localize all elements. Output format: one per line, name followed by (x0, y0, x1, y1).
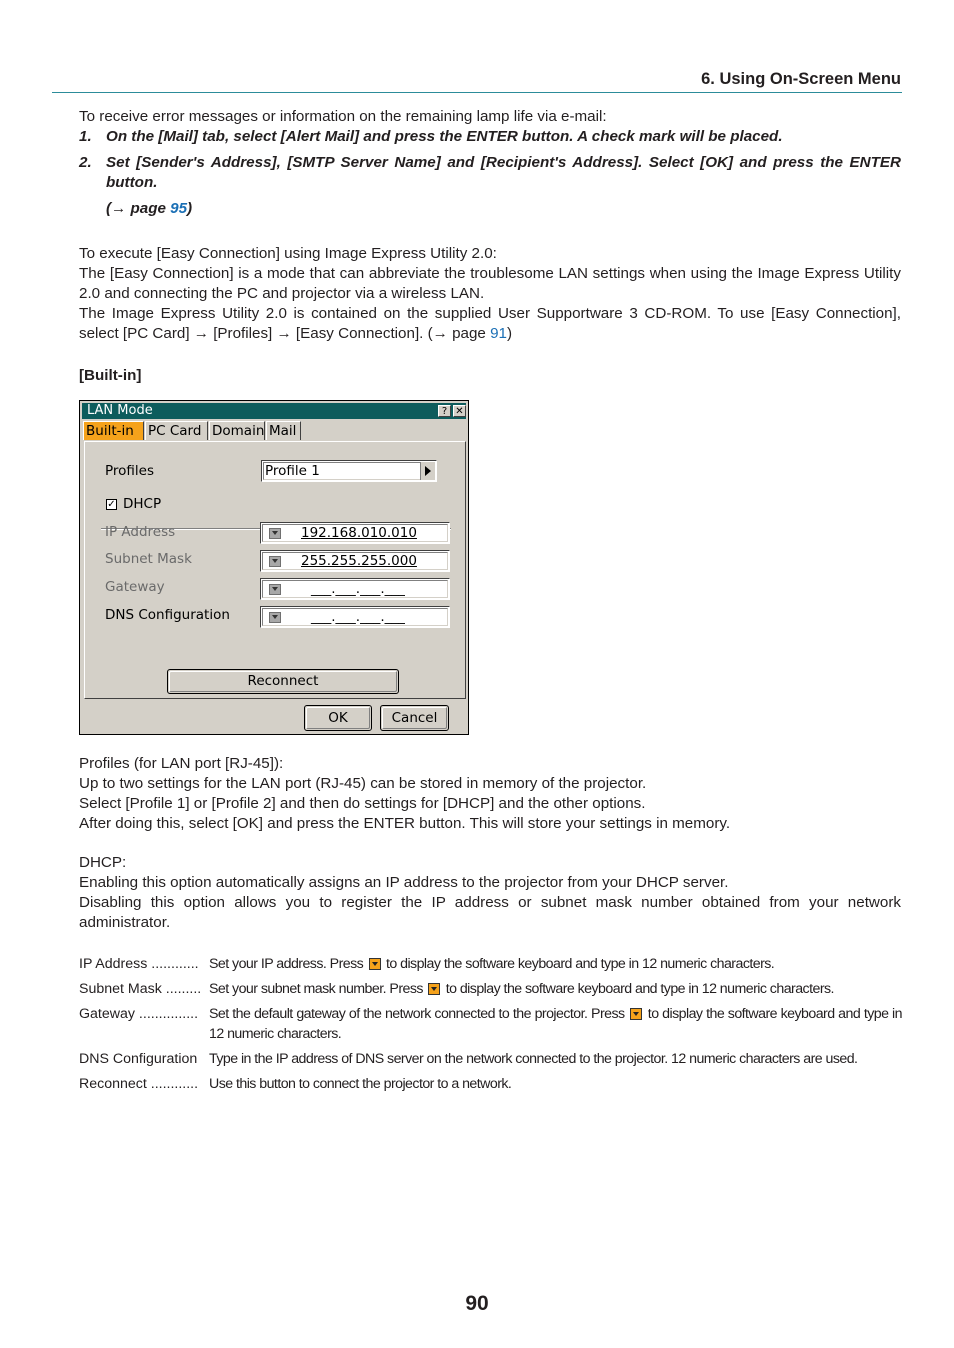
tab-built-in[interactable]: Built-in (83, 421, 144, 440)
keyboard-icon (369, 958, 381, 970)
subnet-mask-field[interactable] (260, 550, 450, 572)
subnet-mask-label: Subnet Mask (105, 551, 192, 567)
dns-configuration-field[interactable] (260, 606, 450, 628)
keyboard-icon (428, 983, 440, 995)
profiles-desc-line-3: After doing this, select [OK] and press the ENTER button. This will store your settings in memory. (79, 815, 731, 832)
dns-configuration-value: ___.___.___.___ (311, 609, 405, 625)
definition-text: Set your subnet mask number. Press (209, 981, 427, 997)
tab-mail[interactable]: Mail (266, 421, 301, 440)
builtin-heading: [Built-in] (79, 367, 142, 384)
profiles-desc-line-2: Select [Profile 1] or [Profile 2] and then do settings for [DHCP] and the other options. (79, 795, 646, 812)
ref-suffix: ) (187, 200, 193, 217)
tab-domain[interactable]: Domain (209, 421, 265, 440)
chevron-right-icon[interactable] (420, 462, 435, 480)
step-text: Set [Sender's Address], [SMTP Server Name] and [Recipient's Address]. Select [OK] and press the ENTER button. (106, 154, 901, 191)
definition-dns-configuration (79, 1049, 902, 1069)
dhcp-desc-line-2: Disabling this option allows you to register the IP address or subnet mask number obtained from your network administrator. (79, 894, 901, 931)
definition-term: Reconnect ............ (79, 1076, 199, 1092)
ref-prefix: (→ page (106, 200, 171, 217)
keyboard-icon[interactable] (269, 584, 281, 595)
gateway-field[interactable] (260, 578, 450, 600)
page-reference (79, 199, 901, 219)
definition-text: to display the software keyboard and type in 12 numeric characters. (442, 981, 834, 997)
definition-term: Gateway ............... (79, 1006, 199, 1022)
ip-address-field[interactable] (260, 522, 450, 544)
built-in-panel (84, 441, 466, 699)
keyboard-icon[interactable] (269, 612, 281, 623)
definition-text: Set the default gateway of the network connected to the projector. Press (209, 1006, 629, 1022)
dhcp-desc-line-1: Enabling this option automatically assigns an IP address to the projector from your DHCP server. (79, 874, 729, 891)
reconnect-button[interactable] (167, 669, 399, 694)
keyboard-icon[interactable] (269, 528, 281, 539)
gateway-label: Gateway (105, 579, 165, 595)
step-text: On the [Mail] tab, select [Alert Mail] and press the ENTER button. A check mark will be placed. (106, 128, 783, 145)
ok-label: OK (328, 710, 348, 726)
page-link-95[interactable]: 95 (170, 200, 188, 217)
cancel-button[interactable] (380, 705, 449, 731)
definition-text: to display the software keyboard and type in 12 numeric characters. (382, 956, 775, 972)
page-link-91[interactable]: 91 (490, 325, 507, 342)
keyboard-icon[interactable] (269, 556, 281, 567)
definition-gateway (79, 1004, 902, 1044)
step-number: 1. (79, 128, 92, 145)
ip-address-value: 192.168.010.010 (301, 525, 417, 541)
definition-term: IP Address ............ (79, 956, 199, 972)
profiles-desc-title: Profiles (for LAN port [RJ-45]): (79, 755, 284, 772)
definition-ip-address (79, 954, 902, 974)
tab-bar (82, 421, 466, 441)
keyboard-icon (630, 1008, 642, 1020)
page-number: 90 (465, 1292, 489, 1315)
dhcp-label: DHCP (123, 496, 162, 512)
definition-text: Type in the IP address of DNS server on the network connected to the projector. 12 numeric characters are used. (209, 1051, 858, 1067)
easy-intro: To execute [Easy Connection] using Image Express Utility 2.0: (79, 245, 497, 262)
cancel-label: Cancel (391, 710, 438, 726)
definition-subnet-mask (79, 979, 902, 999)
profiles-label: Profiles (105, 463, 155, 479)
easy-para-2-text: The Image Express Utility 2.0 is contained on the supplied User Supportware 3 CD-ROM. To use [Easy Connection], select [PC Card] → [Profiles] → [Easy Connection]. (→ page (79, 305, 901, 342)
section-title: 6. Using On-Screen Menu (701, 70, 901, 88)
step-number: 2. (79, 154, 92, 171)
easy-para-2 (79, 304, 901, 344)
ip-address-label: IP Address (105, 524, 176, 540)
dhcp-checkbox[interactable]: ✓ (107, 499, 116, 510)
definition-term: DNS Configuration (79, 1051, 198, 1067)
header-rule (52, 92, 902, 93)
definition-text: to display the software keyboard and type in 12 numeric characters. (209, 1006, 902, 1042)
step-1 (79, 127, 901, 147)
help-button[interactable]: ? (438, 405, 451, 417)
dns-configuration-label: DNS Configuration (105, 607, 230, 623)
close-button[interactable]: ✕ (453, 405, 466, 417)
step-2 (79, 153, 901, 193)
tab-pc-card[interactable]: PC Card (145, 421, 208, 440)
reconnect-label: Reconnect (247, 673, 319, 689)
definition-reconnect (79, 1074, 902, 1094)
email-intro: To receive error messages or information on the remaining lamp life via e-mail: (79, 108, 607, 125)
profiles-desc-line-1: Up to two settings for the LAN port (RJ-45) can be stored in memory of the projector. (79, 775, 647, 792)
profiles-value: Profile 1 (265, 463, 320, 479)
definition-list (79, 954, 902, 1099)
lan-mode-dialog (79, 400, 469, 735)
definition-text: Set your IP address. Press (209, 956, 367, 972)
dialog-title-bar (82, 403, 466, 419)
easy-para-2-suffix: ) (506, 325, 513, 342)
definition-text: Use this button to connect the projector to a network. (209, 1076, 512, 1092)
ok-button[interactable] (304, 705, 372, 731)
easy-para-1: The [Easy Connection] is a mode that can abbreviate the troublesome LAN settings when using the Image Express Utility 2.0 and connecting the PC and projector via a wireless LAN. (79, 265, 901, 302)
gateway-value: ___.___.___.___ (311, 581, 405, 597)
subnet-mask-value: 255.255.255.000 (301, 553, 417, 569)
dhcp-desc-title: DHCP: (79, 854, 127, 871)
definition-term: Subnet Mask ......... (79, 981, 202, 997)
profiles-select[interactable] (261, 460, 437, 482)
dialog-title: LAN Mode (87, 403, 153, 418)
